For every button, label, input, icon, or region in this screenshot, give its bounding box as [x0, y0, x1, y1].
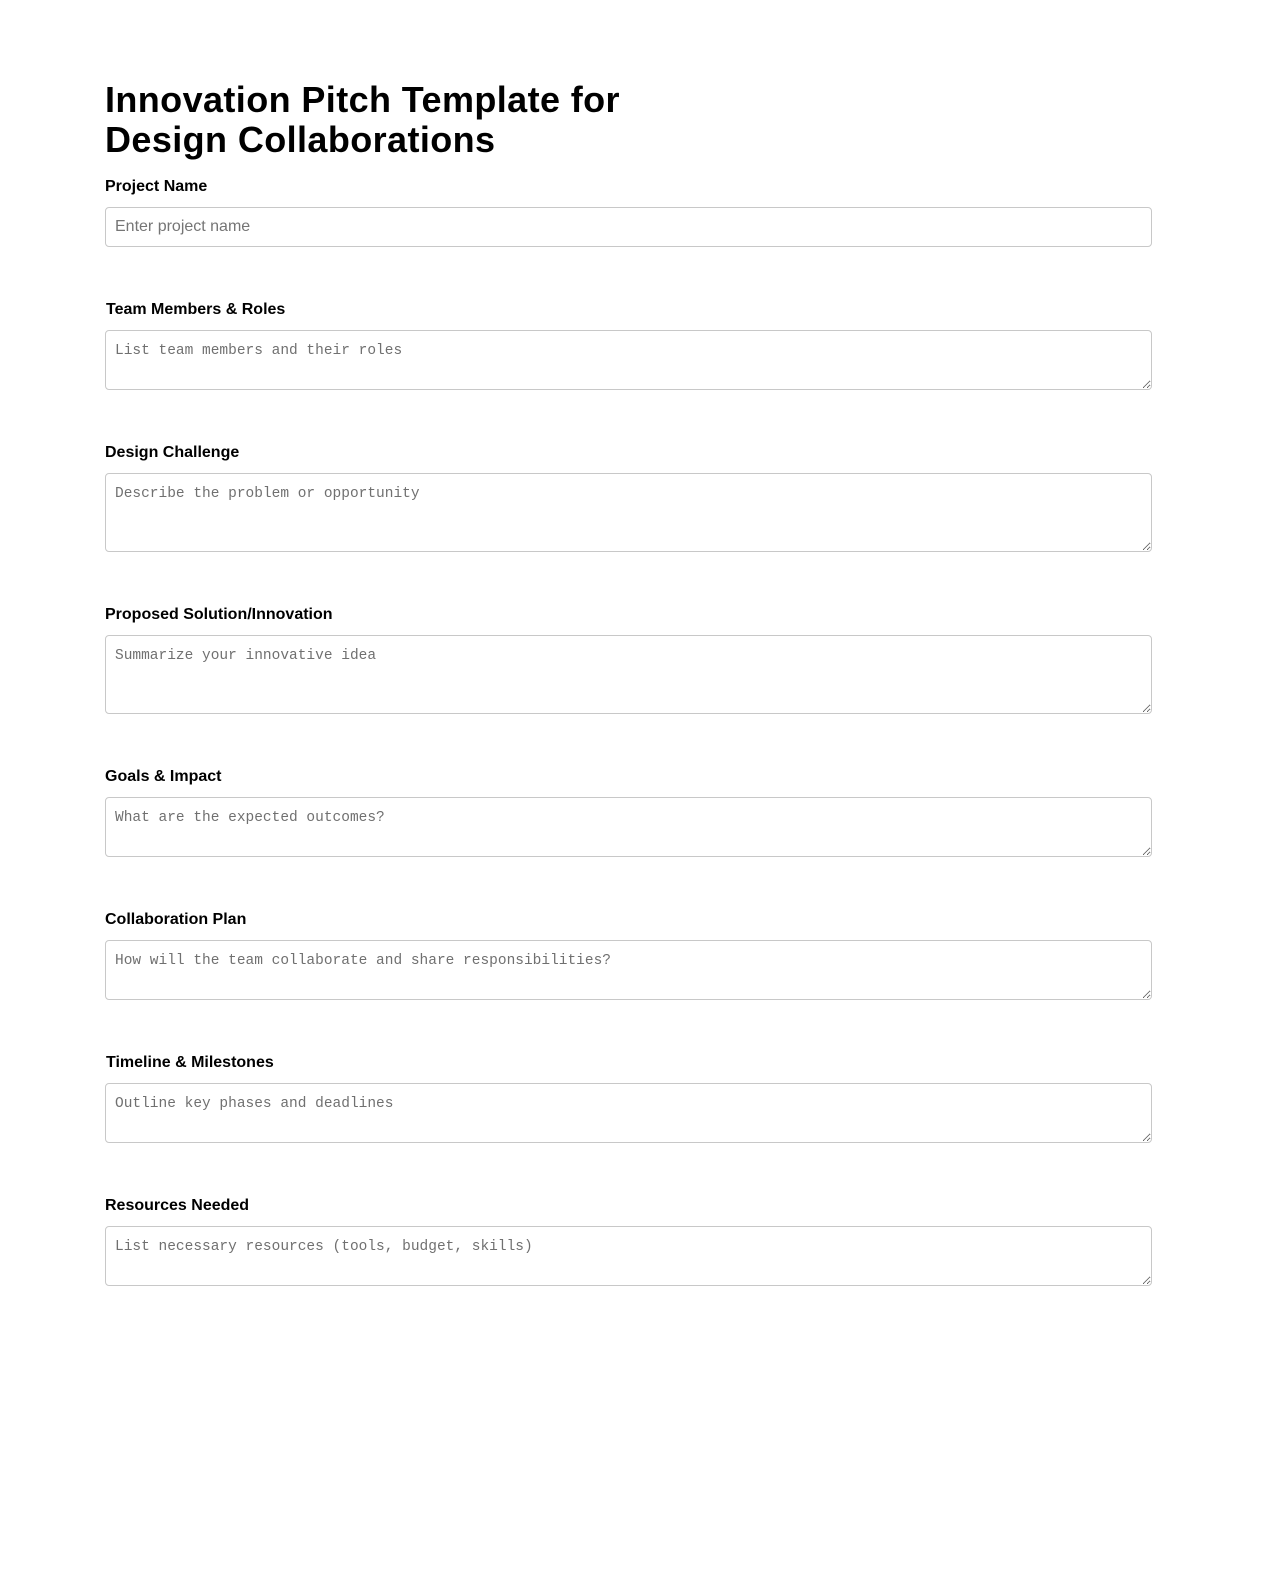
page-title: Innovation Pitch Template for Design Collaborations	[105, 79, 620, 160]
project-name-input[interactable]	[105, 207, 1152, 247]
resources-field	[105, 1196, 1152, 1286]
team-members-textarea[interactable]	[105, 330, 1152, 390]
collaboration-plan-label: Collaboration Plan	[105, 911, 247, 928]
resources-label: Resources Needed	[105, 1197, 250, 1214]
proposed-solution-textarea[interactable]	[105, 635, 1152, 714]
project-name-field	[105, 177, 1152, 247]
project-name-label: Project Name	[105, 178, 208, 195]
team-members-field	[105, 300, 1152, 390]
timeline-textarea[interactable]	[105, 1083, 1152, 1143]
collaboration-plan-field	[105, 910, 1152, 1000]
collaboration-plan-textarea[interactable]	[105, 940, 1152, 1000]
resources-textarea[interactable]	[105, 1226, 1152, 1286]
goals-impact-field	[105, 767, 1152, 857]
goals-impact-label: Goals & Impact	[105, 768, 222, 785]
timeline-field	[105, 1053, 1152, 1143]
design-challenge-label: Design Challenge	[105, 444, 240, 461]
pitch-form-page	[105, 79, 1152, 1214]
design-challenge-field	[105, 443, 1152, 552]
team-members-label: Team Members & Roles	[106, 301, 286, 318]
timeline-label: Timeline & Milestones	[106, 1054, 274, 1071]
goals-impact-textarea[interactable]	[105, 797, 1152, 857]
proposed-solution-field	[105, 605, 1152, 714]
proposed-solution-label: Proposed Solution/Innovation	[105, 606, 333, 623]
design-challenge-textarea[interactable]	[105, 473, 1152, 552]
